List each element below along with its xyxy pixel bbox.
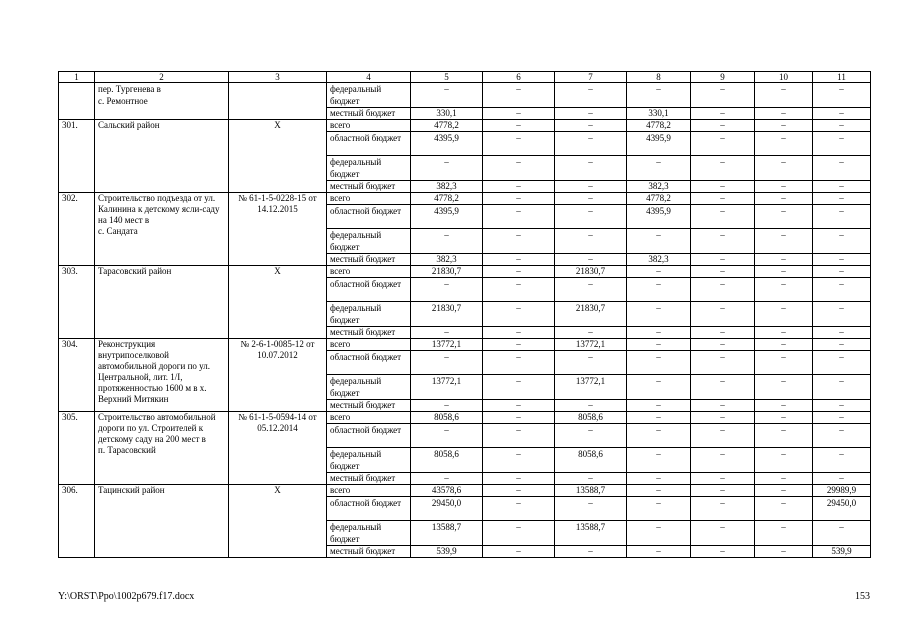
amount-cell: –: [755, 229, 813, 254]
amount-cell: 8058,6: [411, 412, 483, 424]
amount-cell: –: [555, 424, 627, 448]
amount-cell: –: [555, 156, 627, 181]
table-row: [59, 83, 871, 108]
amount-cell: –: [555, 400, 627, 412]
amount-cell: 330,1: [627, 108, 691, 120]
amount-cell: –: [813, 400, 871, 412]
amount-cell: –: [627, 375, 691, 400]
amount-cell: –: [483, 412, 555, 424]
amount-cell: 4778,2: [411, 193, 483, 205]
document-ref-cell: Х: [229, 266, 327, 339]
amount-cell: –: [755, 266, 813, 278]
amount-cell: –: [813, 266, 871, 278]
amount-cell: –: [691, 546, 755, 558]
amount-cell: –: [411, 278, 483, 302]
amount-cell: 29450,0: [813, 497, 871, 521]
amount-cell: –: [813, 278, 871, 302]
table-row: [59, 120, 871, 132]
object-name-cell: пер. Тургенева в с. Ремонтное: [95, 83, 229, 120]
amount-cell: –: [813, 424, 871, 448]
amount-cell: –: [691, 521, 755, 546]
amount-cell: –: [411, 473, 483, 485]
amount-cell: 13772,1: [555, 339, 627, 351]
funding-source-cell: областной бюджет: [327, 424, 411, 448]
column-number: 4: [327, 72, 411, 83]
amount-cell: –: [555, 193, 627, 205]
amount-cell: –: [755, 375, 813, 400]
table-row: [59, 412, 871, 424]
object-name-cell: Строительство автомобильной дороги по ул. Строителей к детскому саду на 200 мест в п. Тарасовский: [95, 412, 229, 485]
amount-cell: –: [483, 546, 555, 558]
amount-cell: –: [411, 351, 483, 375]
amount-cell: –: [691, 132, 755, 156]
amount-cell: –: [813, 156, 871, 181]
amount-cell: –: [483, 351, 555, 375]
document-ref-cell: № 61-1-5-0228-15 от 14.12.2015: [229, 193, 327, 266]
amount-cell: –: [813, 302, 871, 327]
table-row: [59, 266, 871, 278]
amount-cell: –: [813, 193, 871, 205]
table-body: [59, 72, 871, 558]
amount-cell: 13588,7: [555, 485, 627, 497]
funding-source-cell: всего: [327, 485, 411, 497]
amount-cell: –: [755, 302, 813, 327]
amount-cell: –: [627, 473, 691, 485]
amount-cell: 8058,6: [555, 448, 627, 473]
amount-cell: –: [813, 181, 871, 193]
amount-cell: –: [691, 229, 755, 254]
amount-cell: –: [483, 400, 555, 412]
funding-source-cell: всего: [327, 193, 411, 205]
amount-cell: 8058,6: [555, 412, 627, 424]
amount-cell: –: [483, 193, 555, 205]
amount-cell: 539,9: [411, 546, 483, 558]
amount-cell: –: [813, 339, 871, 351]
funding-source-cell: федеральный бюджет: [327, 521, 411, 546]
amount-cell: –: [483, 424, 555, 448]
row-number-cell: 306.: [59, 485, 95, 558]
table-row: [59, 193, 871, 205]
funding-source-cell: областной бюджет: [327, 351, 411, 375]
amount-cell: –: [483, 327, 555, 339]
column-number: 11: [813, 72, 871, 83]
object-name-cell: Строительство подъезда от ул. Калинина к детскому ясли-саду на 140 мест в с. Сандата: [95, 193, 229, 266]
column-number: 7: [555, 72, 627, 83]
amount-cell: –: [755, 400, 813, 412]
amount-cell: 8058,6: [411, 448, 483, 473]
column-number: 3: [229, 72, 327, 83]
amount-cell: –: [755, 108, 813, 120]
amount-cell: –: [627, 424, 691, 448]
amount-cell: –: [555, 254, 627, 266]
amount-cell: –: [813, 132, 871, 156]
funding-source-cell: местный бюджет: [327, 181, 411, 193]
amount-cell: –: [627, 400, 691, 412]
amount-cell: –: [555, 546, 627, 558]
row-number-cell: 305.: [59, 412, 95, 485]
amount-cell: –: [691, 485, 755, 497]
amount-cell: –: [483, 375, 555, 400]
column-number: 6: [483, 72, 555, 83]
amount-cell: –: [555, 229, 627, 254]
amount-cell: –: [691, 497, 755, 521]
amount-cell: 4778,2: [627, 120, 691, 132]
funding-source-cell: областной бюджет: [327, 497, 411, 521]
amount-cell: –: [755, 83, 813, 108]
amount-cell: –: [627, 266, 691, 278]
amount-cell: –: [627, 83, 691, 108]
amount-cell: –: [755, 412, 813, 424]
amount-cell: 4395,9: [627, 205, 691, 229]
amount-cell: –: [691, 375, 755, 400]
funding-source-cell: областной бюджет: [327, 132, 411, 156]
table-row: [59, 485, 871, 497]
amount-cell: –: [755, 205, 813, 229]
amount-cell: –: [411, 229, 483, 254]
amount-cell: –: [755, 424, 813, 448]
amount-cell: –: [755, 546, 813, 558]
amount-cell: –: [483, 254, 555, 266]
amount-cell: –: [813, 521, 871, 546]
amount-cell: –: [483, 83, 555, 108]
amount-cell: –: [755, 485, 813, 497]
amount-cell: –: [755, 339, 813, 351]
amount-cell: –: [691, 424, 755, 448]
amount-cell: –: [411, 156, 483, 181]
column-number: 2: [95, 72, 229, 83]
amount-cell: 4395,9: [411, 132, 483, 156]
amount-cell: –: [691, 120, 755, 132]
amount-cell: –: [483, 229, 555, 254]
column-number: 9: [691, 72, 755, 83]
amount-cell: 21830,7: [411, 266, 483, 278]
amount-cell: –: [691, 302, 755, 327]
amount-cell: –: [813, 327, 871, 339]
column-number: 1: [59, 72, 95, 83]
amount-cell: –: [483, 205, 555, 229]
amount-cell: –: [691, 83, 755, 108]
amount-cell: –: [755, 448, 813, 473]
amount-cell: –: [691, 473, 755, 485]
funding-source-cell: всего: [327, 120, 411, 132]
amount-cell: 330,1: [411, 108, 483, 120]
amount-cell: 13588,7: [411, 521, 483, 546]
amount-cell: –: [411, 424, 483, 448]
object-name-cell: Реконструкция внутрипоселковой автомобильной дороги по ул. Центральной, лит. 1/I, протяженностью 1600 м в х. Верхний Митякин: [95, 339, 229, 412]
document-ref-cell: № 2-6-1-0085-12 от 10.07.2012: [229, 339, 327, 412]
funding-source-cell: местный бюджет: [327, 108, 411, 120]
object-name-cell: Тацинский район: [95, 485, 229, 558]
column-number: 10: [755, 72, 813, 83]
amount-cell: 21830,7: [555, 266, 627, 278]
amount-cell: –: [483, 485, 555, 497]
amount-cell: –: [483, 473, 555, 485]
amount-cell: –: [411, 83, 483, 108]
amount-cell: 29989,9: [813, 485, 871, 497]
amount-cell: –: [483, 302, 555, 327]
amount-cell: –: [555, 497, 627, 521]
row-number-cell: 304.: [59, 339, 95, 412]
amount-cell: –: [755, 181, 813, 193]
column-number: 5: [411, 72, 483, 83]
amount-cell: –: [483, 448, 555, 473]
amount-cell: –: [627, 412, 691, 424]
amount-cell: –: [483, 278, 555, 302]
amount-cell: –: [627, 229, 691, 254]
amount-cell: –: [555, 132, 627, 156]
amount-cell: –: [627, 546, 691, 558]
document-ref-cell: Х: [229, 485, 327, 558]
amount-cell: –: [555, 205, 627, 229]
amount-cell: –: [691, 193, 755, 205]
amount-cell: –: [627, 327, 691, 339]
amount-cell: –: [691, 339, 755, 351]
funding-source-cell: местный бюджет: [327, 546, 411, 558]
amount-cell: –: [755, 120, 813, 132]
amount-cell: –: [691, 327, 755, 339]
amount-cell: 382,3: [627, 181, 691, 193]
amount-cell: 4395,9: [411, 205, 483, 229]
amount-cell: –: [627, 302, 691, 327]
row-number-cell: 301.: [59, 120, 95, 193]
amount-cell: –: [483, 132, 555, 156]
funding-source-cell: всего: [327, 266, 411, 278]
amount-cell: –: [813, 375, 871, 400]
row-number-cell: 303.: [59, 266, 95, 339]
amount-cell: –: [411, 327, 483, 339]
amount-cell: 29450,0: [411, 497, 483, 521]
amount-cell: –: [627, 156, 691, 181]
amount-cell: 382,3: [411, 181, 483, 193]
amount-cell: –: [691, 351, 755, 375]
amount-cell: –: [555, 278, 627, 302]
amount-cell: –: [755, 193, 813, 205]
amount-cell: –: [755, 521, 813, 546]
amount-cell: –: [755, 132, 813, 156]
amount-cell: 21830,7: [555, 302, 627, 327]
amount-cell: –: [813, 229, 871, 254]
funding-source-cell: федеральный бюджет: [327, 229, 411, 254]
amount-cell: –: [483, 108, 555, 120]
amount-cell: –: [691, 156, 755, 181]
amount-cell: –: [813, 448, 871, 473]
funding-source-cell: всего: [327, 339, 411, 351]
table-row: [59, 339, 871, 351]
amount-cell: –: [555, 327, 627, 339]
amount-cell: –: [755, 497, 813, 521]
amount-cell: –: [411, 400, 483, 412]
amount-cell: –: [755, 327, 813, 339]
amount-cell: –: [813, 120, 871, 132]
amount-cell: –: [691, 181, 755, 193]
amount-cell: –: [813, 205, 871, 229]
amount-cell: –: [483, 521, 555, 546]
amount-cell: 13772,1: [411, 375, 483, 400]
amount-cell: –: [691, 278, 755, 302]
funding-source-cell: федеральный бюджет: [327, 156, 411, 181]
amount-cell: –: [813, 254, 871, 266]
amount-cell: 382,3: [627, 254, 691, 266]
funding-source-cell: федеральный бюджет: [327, 302, 411, 327]
document-ref-cell: [229, 83, 327, 120]
amount-cell: –: [555, 120, 627, 132]
amount-cell: –: [691, 400, 755, 412]
amount-cell: –: [555, 473, 627, 485]
amount-cell: –: [627, 485, 691, 497]
column-number-row: [59, 72, 871, 83]
amount-cell: –: [483, 181, 555, 193]
amount-cell: 43578,6: [411, 485, 483, 497]
amount-cell: –: [555, 351, 627, 375]
amount-cell: –: [627, 351, 691, 375]
amount-cell: 382,3: [411, 254, 483, 266]
amount-cell: –: [755, 473, 813, 485]
budget-table: [58, 71, 871, 558]
amount-cell: –: [483, 497, 555, 521]
amount-cell: –: [483, 339, 555, 351]
funding-source-cell: местный бюджет: [327, 254, 411, 266]
amount-cell: –: [691, 448, 755, 473]
funding-source-cell: областной бюджет: [327, 278, 411, 302]
amount-cell: –: [691, 108, 755, 120]
amount-cell: –: [483, 156, 555, 181]
amount-cell: 21830,7: [411, 302, 483, 327]
file-path: Y:\ORST\Ppo\1002p679.f17.docx: [58, 591, 195, 602]
funding-source-cell: областной бюджет: [327, 205, 411, 229]
page-number: 153: [855, 591, 870, 602]
amount-cell: –: [691, 254, 755, 266]
funding-source-cell: местный бюджет: [327, 473, 411, 485]
amount-cell: –: [555, 83, 627, 108]
amount-cell: –: [755, 254, 813, 266]
amount-cell: 539,9: [813, 546, 871, 558]
amount-cell: –: [691, 412, 755, 424]
column-number: 8: [627, 72, 691, 83]
funding-source-cell: всего: [327, 412, 411, 424]
row-number-cell: 302.: [59, 193, 95, 266]
amount-cell: –: [755, 278, 813, 302]
amount-cell: –: [555, 108, 627, 120]
object-name-cell: Сальский район: [95, 120, 229, 193]
amount-cell: –: [755, 156, 813, 181]
amount-cell: –: [691, 266, 755, 278]
amount-cell: –: [755, 351, 813, 375]
funding-source-cell: местный бюджет: [327, 400, 411, 412]
object-name-cell: Тарасовский район: [95, 266, 229, 339]
amount-cell: –: [813, 473, 871, 485]
amount-cell: –: [555, 181, 627, 193]
amount-cell: –: [627, 278, 691, 302]
amount-cell: –: [627, 497, 691, 521]
amount-cell: 4778,2: [627, 193, 691, 205]
amount-cell: –: [627, 448, 691, 473]
amount-cell: –: [813, 83, 871, 108]
amount-cell: –: [483, 120, 555, 132]
amount-cell: –: [813, 108, 871, 120]
amount-cell: 13772,1: [555, 375, 627, 400]
amount-cell: –: [813, 412, 871, 424]
funding-source-cell: федеральный бюджет: [327, 83, 411, 108]
amount-cell: –: [691, 205, 755, 229]
amount-cell: –: [483, 266, 555, 278]
funding-source-cell: местный бюджет: [327, 327, 411, 339]
amount-cell: 13772,1: [411, 339, 483, 351]
row-number-cell: [59, 83, 95, 120]
document-ref-cell: № 61-1-5-0594-14 от 05.12.2014: [229, 412, 327, 485]
amount-cell: –: [813, 351, 871, 375]
amount-cell: –: [627, 339, 691, 351]
funding-source-cell: федеральный бюджет: [327, 375, 411, 400]
amount-cell: –: [627, 521, 691, 546]
funding-source-cell: федеральный бюджет: [327, 448, 411, 473]
amount-cell: 4395,9: [627, 132, 691, 156]
document-ref-cell: Х: [229, 120, 327, 193]
amount-cell: 4778,2: [411, 120, 483, 132]
amount-cell: 13588,7: [555, 521, 627, 546]
